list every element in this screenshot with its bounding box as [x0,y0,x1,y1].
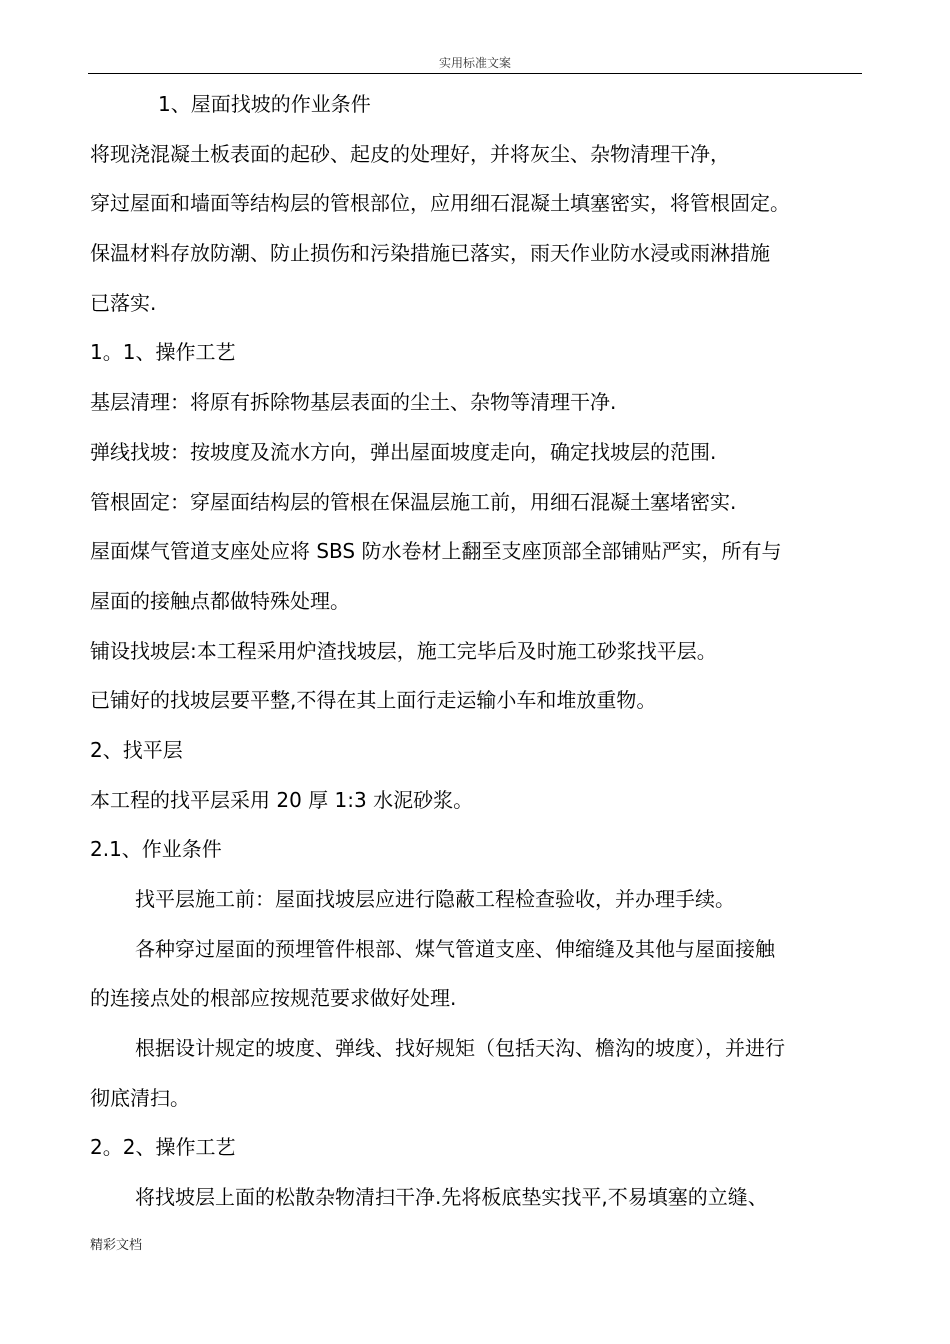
paragraph-line: 找平层施工前：屋面找坡层应进行隐蔽工程检查验收，并办理手续。 [135,887,735,911]
paragraph-line: 根据设计规定的坡度、弹线、找好规矩（包括天沟、檐沟的坡度），并进行 [135,1036,785,1061]
paragraph-line: 基层清理：将原有拆除物基层表面的尘土、杂物等清理干净. [90,390,617,415]
section-heading: 2。2、操作工艺 [90,1135,236,1160]
paragraph-line: 彻底清扫。 [90,1085,190,1110]
page-footer: 精彩文档 [90,1238,143,1253]
section-heading: 2.1、作业条件 [90,837,222,862]
paragraph-line: 屋面的接触点都做特殊处理。 [90,588,350,613]
paragraph-line: 将现浇混凝土板表面的起砂、起皮的处理好，并将灰尘、杂物清理干净， [90,141,730,166]
paragraph-line: 穿过屋面和墙面等结构层的管根部位，应用细石混凝土填塞密实，将管根固定。 [90,191,790,216]
paragraph-line: 屋面煤气管道支座处应将 SBS 防水卷材上翻至支座顶部全部铺贴严实，所有与 [90,539,782,564]
paragraph-line: 保温材料存放防潮、防止损伤和污染措施已落实，雨天作业防水浸或雨淋措施 [90,241,770,266]
paragraph-line: 弹线找坡：按坡度及流水方向，弹出屋面坡度走向，确定找坡层的范围. [90,439,717,464]
paragraph-line: 各种穿过屋面的预埋管件根部、煤气管道支座、伸缩缝及其他与屋面接触 [135,936,775,961]
paragraph-line: 将找坡层上面的松散杂物清扫干净.先将板底垫实找平,不易填塞的立缝、 [135,1185,768,1210]
document-body [90,80,870,1223]
section-heading: 1。1、操作工艺 [90,340,236,365]
paragraph-line: 已铺好的找坡层要平整,不得在其上面行走运输小车和堆放重物。 [90,688,657,713]
paragraph-line: 本工程的找平层采用 20 厚 1:3 水泥砂浆。 [90,787,474,812]
paragraph-line: 管根固定：穿屋面结构层的管根在保温层施工前，用细石混凝土塞堵密实. [90,489,737,514]
section-heading: 2、找平层 [90,737,183,762]
paragraph-line: 的连接点处的根部应按规范要求做好处理. [90,986,457,1011]
paragraph-line: 已落实. [90,290,157,315]
page-header: 实用标准文案 [88,56,862,74]
paragraph-line: 铺设找坡层:本工程采用炉渣找坡层，施工完毕后及时施工砂浆找平层。 [90,638,717,663]
section-heading: 1、屋面找坡的作业条件 [158,92,371,116]
